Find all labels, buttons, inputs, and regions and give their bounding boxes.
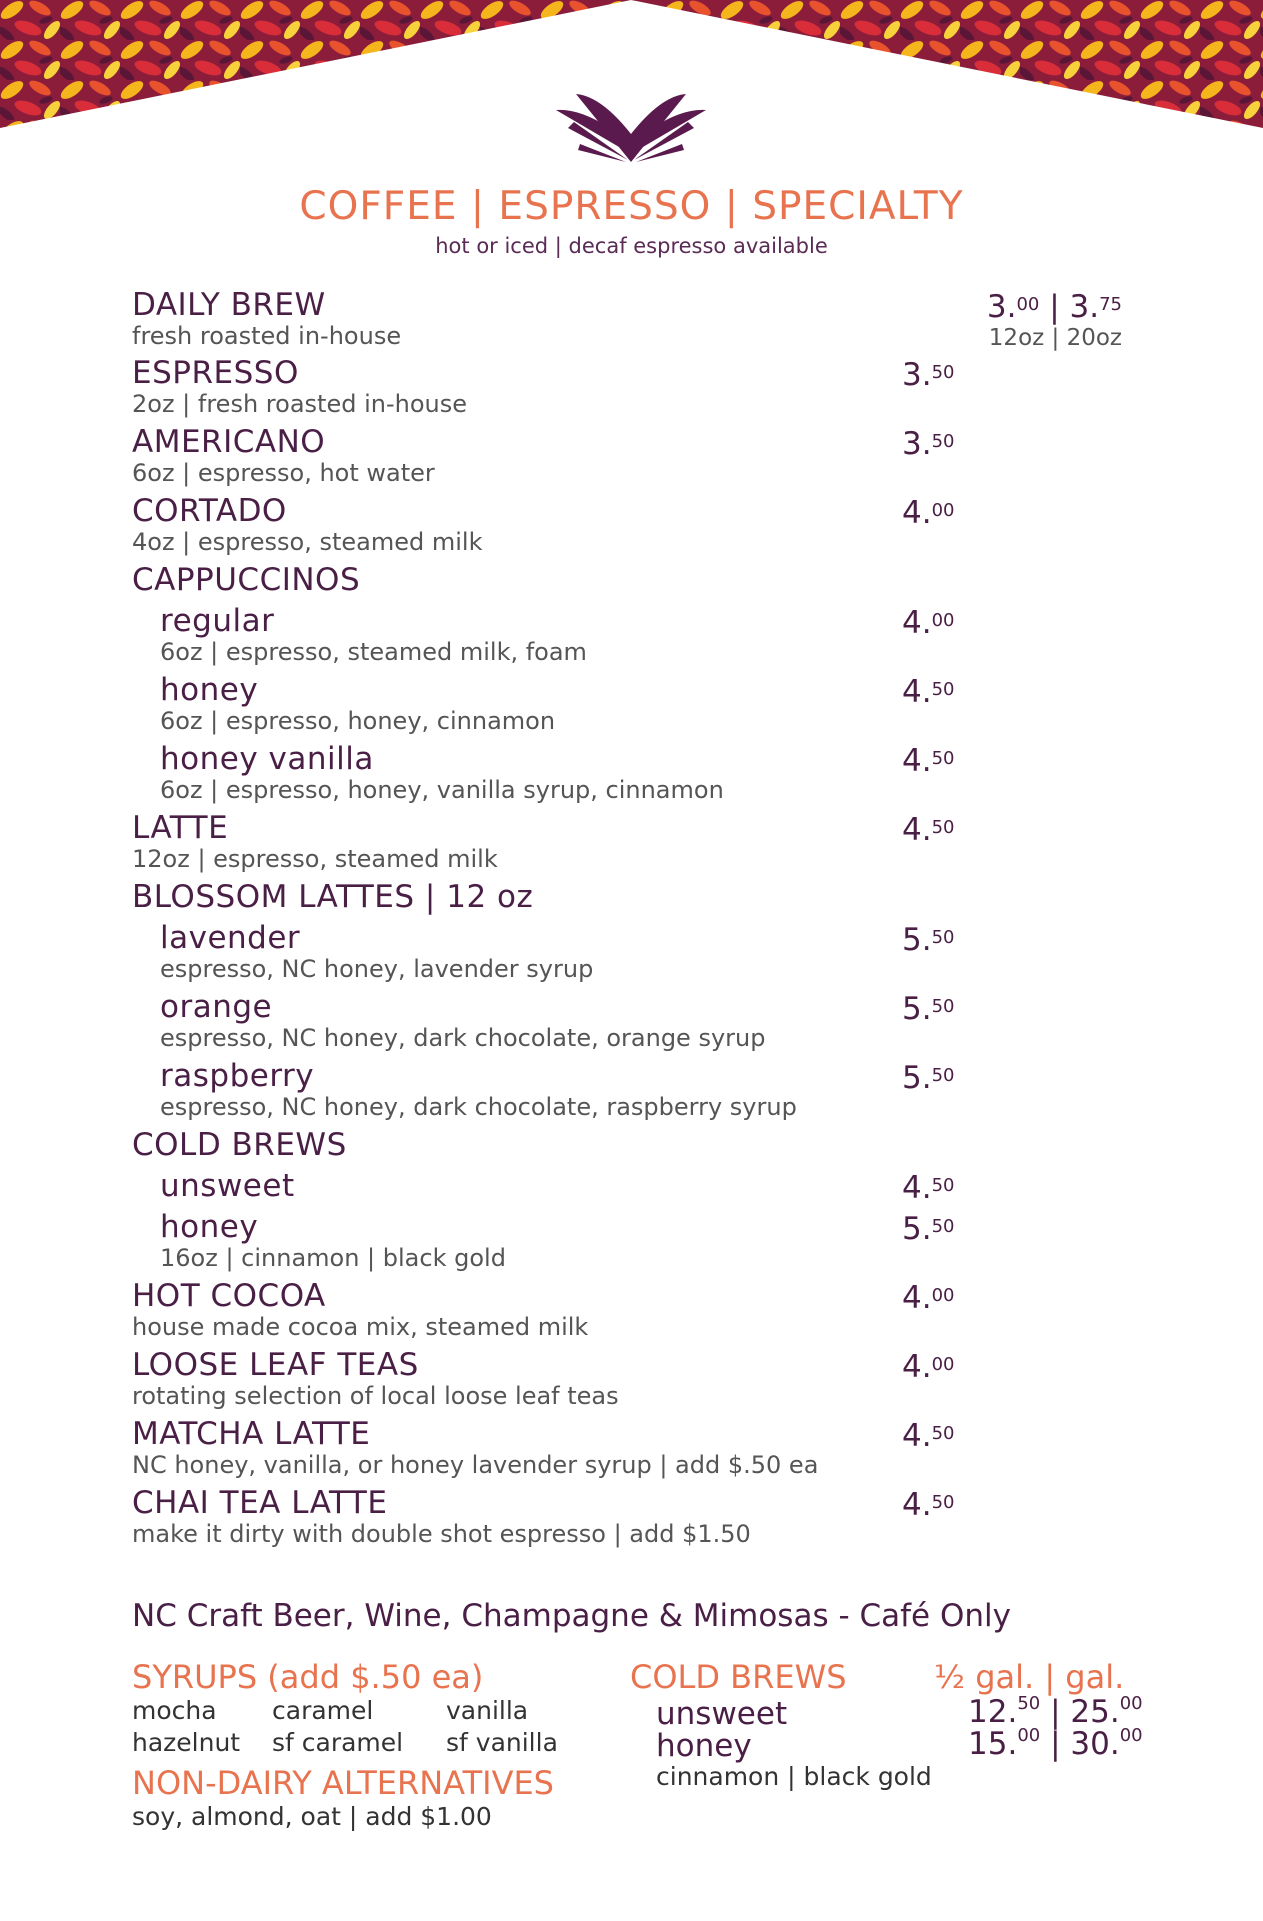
- item-desc: espresso, NC honey, dark chocolate, raspberry syrup: [160, 1093, 797, 1121]
- syrup-item: mocha: [132, 1696, 217, 1725]
- syrup-item: vanilla: [446, 1696, 529, 1725]
- item-desc: rotating selection of local loose leaf teas: [132, 1382, 619, 1410]
- item-sizes: 12oz | 20oz: [988, 325, 1122, 351]
- item-desc: 4oz | espresso, steamed milk: [132, 528, 483, 556]
- butterfly-logo: [556, 74, 706, 164]
- item-name: honey: [160, 1209, 259, 1245]
- menu-item-blossom-lavender: [132, 921, 1132, 990]
- menu-section-cappuccinos: [132, 563, 1132, 604]
- item-price: 5.50: [902, 1060, 955, 1096]
- cold-brew-bulk-title: COLD BREWS: [630, 1658, 847, 1696]
- menu-item-daily-brew: [132, 288, 1132, 356]
- item-name: LATTE: [132, 810, 229, 846]
- item-desc: house made cocoa mix, steamed milk: [132, 1313, 589, 1341]
- cold-brew-bulk-unsweet: unsweet: [656, 1696, 788, 1732]
- section-name: BLOSSOM LATTES | 12 oz: [132, 879, 534, 915]
- item-price: 4.50: [902, 1170, 955, 1206]
- item-name: regular: [160, 603, 275, 639]
- item-name: HOT COCOA: [132, 1278, 326, 1314]
- cold-brew-bulk-sizes: ½ gal. | gal.: [934, 1658, 1125, 1696]
- item-name: unsweet: [160, 1168, 295, 1204]
- item-price: 4.00: [902, 1349, 955, 1385]
- cold-brew-bulk-note: cinnamon | black gold: [656, 1762, 932, 1791]
- item-price: 5.50: [902, 991, 955, 1027]
- menu-item-cappuccino-honey: [132, 673, 1132, 742]
- non-dairy-title: NON-DAIRY ALTERNATIVES: [132, 1764, 554, 1802]
- item-price: 4.00: [902, 495, 955, 531]
- item-price: 5.50: [902, 922, 955, 958]
- item-desc: 12oz | espresso, steamed milk: [132, 845, 498, 873]
- item-name: honey vanilla: [160, 741, 374, 777]
- menu-item-blossom-raspberry: [132, 1059, 1132, 1128]
- non-dairy-text: soy, almond, oat | add $1.00: [132, 1802, 492, 1831]
- section-name: CAPPUCCINOS: [132, 562, 361, 598]
- item-name: orange: [160, 989, 273, 1025]
- item-desc: 6oz | espresso, honey, cinnamon: [160, 707, 556, 735]
- menu-list: [132, 288, 1132, 1555]
- menu-item-chai-tea-latte: [132, 1486, 1132, 1555]
- item-price: 4.50: [902, 812, 955, 848]
- menu-item-cold-brew-honey: [132, 1210, 1132, 1279]
- section-name: COLD BREWS: [132, 1127, 347, 1163]
- menu-item-blossom-orange: [132, 990, 1132, 1059]
- item-desc: espresso, NC honey, lavender syrup: [160, 955, 594, 983]
- menu-item-americano: [132, 425, 1132, 494]
- menu-item-cappuccino-regular: [132, 604, 1132, 673]
- item-name: ESPRESSO: [132, 355, 299, 391]
- item-desc: 6oz | espresso, hot water: [132, 459, 435, 487]
- item-desc: fresh roasted in-house: [132, 322, 402, 350]
- syrup-item: caramel: [272, 1696, 374, 1725]
- syrup-item: hazelnut: [132, 1728, 241, 1757]
- cold-brew-bulk-honey: honey: [656, 1728, 752, 1764]
- item-price: 4.00: [902, 605, 955, 641]
- item-name: honey: [160, 672, 259, 708]
- item-price: 4.50: [902, 1487, 955, 1523]
- item-name: CHAI TEA LATTE: [132, 1485, 388, 1521]
- menu-item-cappuccino-honey-vanilla: [132, 742, 1132, 811]
- cold-brew-bulk-honey-price: 15.00 | 30.00: [968, 1725, 1143, 1762]
- menu-item-matcha-latte: [132, 1417, 1132, 1486]
- menu-item-hot-cocoa: [132, 1279, 1132, 1348]
- item-name: CORTADO: [132, 493, 287, 529]
- page-title: COFFEE | ESPRESSO | SPECIALTY: [299, 184, 964, 229]
- page-subtitle: hot or iced | decaf espresso available: [435, 234, 828, 258]
- item-price: 3.50: [902, 426, 955, 462]
- item-desc: 6oz | espresso, honey, vanilla syrup, cinnamon: [160, 776, 724, 804]
- syrups-title: SYRUPS (add $.50 ea): [132, 1658, 484, 1696]
- item-name: MATCHA LATTE: [132, 1416, 371, 1452]
- item-name: raspberry: [160, 1058, 315, 1094]
- item-name: DAILY BREW: [132, 287, 326, 323]
- alcohol-note: NC Craft Beer, Wine, Champagne & Mimosas - Café Only: [132, 1598, 1011, 1634]
- item-name: LOOSE LEAF TEAS: [132, 1347, 419, 1383]
- cold-brew-bulk-unsweet-price: 12.50 | 25.00: [968, 1693, 1143, 1730]
- item-price: 4.50: [902, 1418, 955, 1454]
- syrup-item: sf caramel: [272, 1728, 404, 1757]
- item-price: 4.50: [902, 743, 955, 779]
- item-price: 3.00 | 3.75 12oz | 20oz: [882, 290, 1122, 352]
- item-desc: NC honey, vanilla, or honey lavender syrup | add $.50 ea: [132, 1451, 819, 1479]
- item-desc: 2oz | fresh roasted in-house: [132, 390, 467, 418]
- menu-item-cold-brew-unsweet: [132, 1169, 1132, 1210]
- item-desc: make it dirty with double shot espresso | add $1.50: [132, 1520, 751, 1548]
- menu-item-latte: [132, 811, 1132, 880]
- menu-item-loose-leaf-teas: [132, 1348, 1132, 1417]
- menu-item-espresso: [132, 356, 1132, 425]
- menu-item-cortado: [132, 494, 1132, 563]
- menu-section-blossom-lattes: [132, 880, 1132, 921]
- item-desc: 16oz | cinnamon | black gold: [160, 1244, 506, 1272]
- item-desc: 6oz | espresso, steamed milk, foam: [160, 638, 587, 666]
- item-price: 4.50: [902, 674, 955, 710]
- item-price: 4.00: [902, 1280, 955, 1316]
- item-price: 3.50: [902, 357, 955, 393]
- syrup-item: sf vanilla: [446, 1728, 558, 1757]
- item-name: lavender: [160, 920, 301, 956]
- item-price: 5.50: [902, 1211, 955, 1247]
- item-desc: espresso, NC honey, dark chocolate, orange syrup: [160, 1024, 766, 1052]
- menu-section-cold-brews: [132, 1128, 1132, 1169]
- item-name: AMERICANO: [132, 424, 326, 460]
